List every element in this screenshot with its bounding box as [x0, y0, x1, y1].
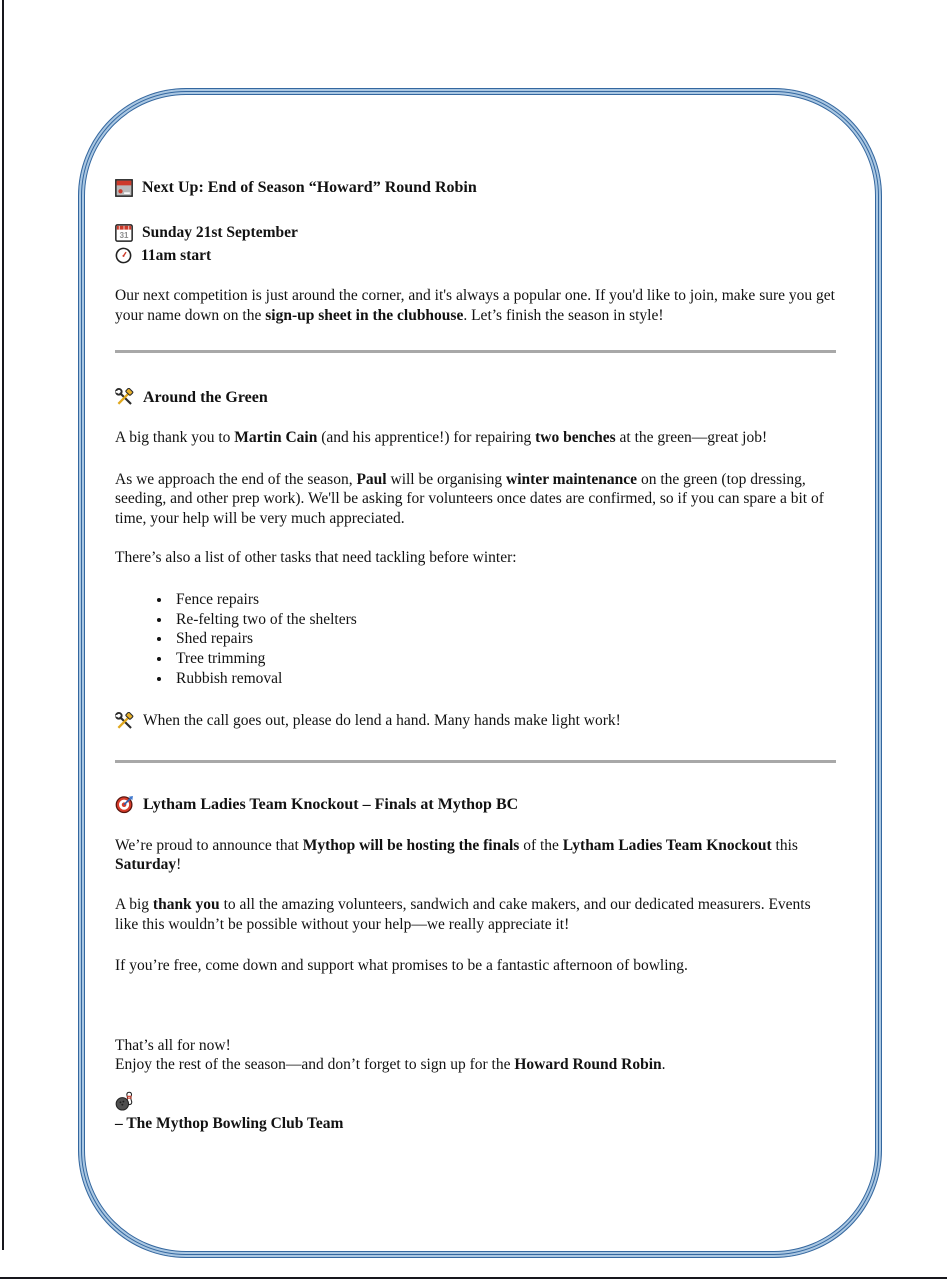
bowling-icon: [115, 1091, 136, 1111]
signoff-text: – The Mythop Bowling Club Team: [115, 1115, 344, 1133]
intro-paragraph: Our next competition is just around the corner, and it's always a popular one. If you'd like to join, make sure you get your name down on the sign-up sheet in the clubhouse. Let’s finish the season in style!: [115, 287, 835, 325]
newsletter-content: [115, 0, 836, 1134]
section-title: Around the Green: [143, 388, 268, 406]
event-time-row: [115, 246, 836, 266]
hammer-and-wrench-icon: [115, 388, 134, 407]
bowling-icon-row: [115, 1091, 836, 1111]
list-item: • Rubbish removal: [172, 669, 836, 689]
section-next-up-heading: [115, 178, 836, 198]
hammer-and-wrench-icon: [115, 712, 134, 731]
call-to-help-text: When the call goes out, please do lend a hand. Many hands make light work!: [143, 711, 621, 729]
calendar-31-icon: [115, 224, 133, 242]
event-date: Sunday 21st September: [142, 223, 298, 241]
tasks-intro-paragraph: There’s also a list of other tasks that need tackling before winter:: [115, 548, 517, 566]
winter-maintenance-paragraph: As we approach the end of the season, Paul will be organising winter maintenance on the green (top dressing, seeding, and other prep work). We'll be asking for volunteers once dates are confirmed, so if you can spare a bit of time, your help will be very much appreciated.: [115, 470, 824, 528]
spiral-calendar-icon: [115, 179, 133, 197]
thanks-martin-paragraph: A big thank you to Martin Cain (and his apprentice!) for repairing two benches at the green—great job!: [115, 428, 768, 446]
come-support-paragraph: If you’re free, come down and support what promises to be a fantastic afternoon of bowling.: [115, 956, 688, 974]
target-dart-icon: [115, 795, 134, 814]
hosting-finals-paragraph: We’re proud to announce that Mythop will be hosting the finals of the Lytham Ladies Team Knockout this Saturday!: [115, 836, 798, 874]
list-item: • Shed repairs: [172, 629, 836, 649]
closing-paragraph: [115, 1036, 836, 1076]
call-to-help-row: [115, 711, 836, 731]
section-title: Lytham Ladies Team Knockout – Finals at Mythop BC: [143, 795, 519, 813]
list-item: • Re-felting two of the shelters: [172, 610, 836, 630]
calendar-day-number: 31: [119, 230, 129, 240]
event-time: 11am start: [141, 246, 212, 264]
list-item: • Tree trimming: [172, 649, 836, 669]
tasks-list: [115, 590, 836, 689]
section-title: Next Up: End of Season “Howard” Round Robin: [142, 179, 477, 196]
volunteers-thanks-paragraph: A big thank you to all the amazing volunteers, sandwich and cake makers, and our dedicated measurers. Events like this wouldn’t be possible without your help—we really appreciate it!: [115, 896, 811, 933]
section-around-green-heading: [115, 388, 836, 408]
section-divider: [115, 760, 836, 763]
list-item: • Fence repairs: [172, 590, 836, 610]
closing-line-2: Enjoy the rest of the season—and don’t forget to sign up for the Howard Round Robin.: [115, 1056, 666, 1074]
page-edge-left: [2, 0, 4, 1250]
closing-line-1: That’s all for now!: [115, 1036, 231, 1054]
clock-icon: [115, 247, 132, 264]
event-date-row: [115, 223, 836, 243]
section-divider: [115, 350, 836, 353]
section-knockout-heading: [115, 795, 836, 815]
